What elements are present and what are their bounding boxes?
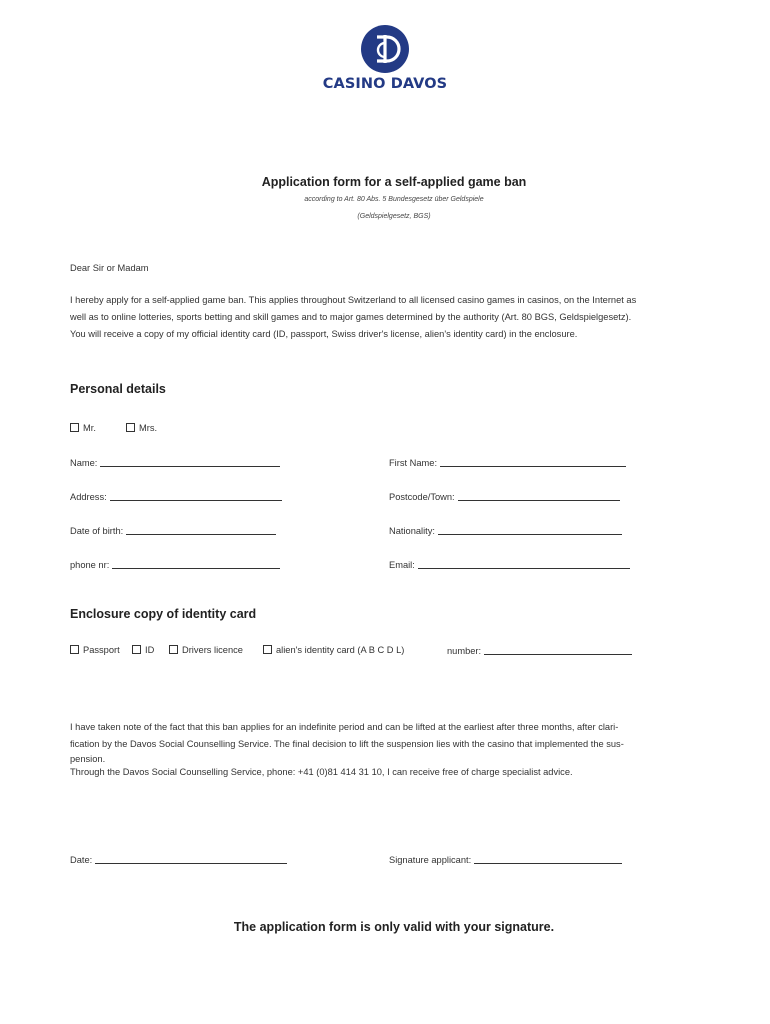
date-field[interactable] — [70, 854, 287, 865]
mr-checkbox[interactable] — [70, 423, 79, 432]
address-field[interactable] — [70, 491, 282, 502]
date-input-line[interactable] — [95, 854, 287, 864]
drivers-licence-label: Drivers licence — [182, 645, 243, 655]
name-field[interactable] — [70, 457, 280, 468]
dob-field[interactable] — [70, 525, 276, 536]
signature-label: Signature applicant: — [389, 855, 472, 865]
id-number-field[interactable] — [447, 645, 632, 656]
first-name-label: First Name: — [389, 458, 438, 468]
first-name-input-line[interactable] — [440, 457, 626, 467]
phone-input-line[interactable] — [112, 559, 280, 569]
salutation: Dear Sir or Madam — [70, 263, 149, 273]
email-input-line[interactable] — [418, 559, 630, 569]
dob-label: Date of birth: — [70, 526, 124, 536]
alien-id-label: alien's identity card (A B C D L) — [276, 645, 405, 655]
id-number-input-line[interactable] — [484, 645, 632, 655]
notice-line-2: fication by the Davos Social Counselling Service. The final decision to lift the suspension lies with the casino that implemented the sus- — [70, 739, 624, 749]
form-subtitle-law: according to Art. 80 Abs. 5 Bundesgesetz über Geldspiele — [304, 196, 484, 203]
name-input-line[interactable] — [100, 457, 280, 467]
name-label: Name: — [70, 458, 98, 468]
signature-input-line[interactable] — [474, 854, 622, 864]
email-field[interactable] — [389, 559, 630, 570]
phone-field[interactable] — [70, 559, 280, 570]
postcode-label: Postcode/Town: — [389, 492, 455, 502]
nationality-label: Nationality: — [389, 526, 435, 536]
first-name-field[interactable] — [389, 457, 626, 468]
date-label: Date: — [70, 855, 93, 865]
address-input-line[interactable] — [110, 491, 282, 501]
passport-label: Passport — [83, 645, 120, 655]
postcode-input-line[interactable] — [458, 491, 620, 501]
nationality-field[interactable] — [389, 525, 622, 536]
mrs-option[interactable] — [126, 423, 157, 433]
form-subtitle-abbrev: (Geldspielgesetz, BGS) — [357, 213, 431, 220]
mr-option[interactable] — [70, 423, 96, 433]
email-label: Email: — [389, 560, 415, 570]
mr-label: Mr. — [83, 423, 96, 433]
dob-input-line[interactable] — [126, 525, 276, 535]
passport-checkbox[interactable] — [70, 645, 79, 654]
mrs-checkbox[interactable] — [126, 423, 135, 432]
notice-line-4: Through the Davos Social Counselling Service, phone: +41 (0)81 414 31 10, I can receive free of charge specialist advice. — [70, 767, 573, 777]
signature-field[interactable] — [389, 854, 622, 865]
form-title: Application form for a self-applied game ban — [261, 175, 527, 189]
enclosure-heading: Enclosure copy of identity card — [70, 607, 257, 621]
id-checkbox[interactable] — [132, 645, 141, 654]
alien-id-option[interactable] — [263, 645, 404, 655]
drivers-licence-checkbox[interactable] — [169, 645, 178, 654]
postcode-field[interactable] — [389, 491, 620, 502]
id-option[interactable] — [132, 645, 154, 655]
id-number-label: number: — [447, 646, 482, 656]
casino-davos-monogram-icon — [360, 24, 410, 74]
validity-notice: The application form is only valid with your signature. — [233, 920, 555, 934]
intro-line-2: well as to online lotteries, sports betting and skill games and to major games determined by the authority (Art. 80 BGS, Geldspielgesetz). — [70, 312, 632, 322]
casino-logo — [300, 24, 470, 92]
notice-line-1: I have taken note of the fact that this ban applies for an indefinite period and can be lifted at the earliest after three months, after clari- — [70, 722, 619, 732]
alien-id-checkbox[interactable] — [263, 645, 272, 654]
drivers-licence-option[interactable] — [169, 645, 243, 655]
brand-name: CASINO DAVOS — [322, 76, 448, 92]
notice-line-3: pension. — [70, 754, 106, 764]
personal-details-heading: Personal details — [70, 382, 166, 396]
intro-paragraph — [70, 292, 730, 343]
mrs-label: Mrs. — [139, 423, 158, 433]
id-label: ID — [145, 645, 155, 655]
intro-line-1: I hereby apply for a self-applied game ban. This applies throughout Switzerland to all licensed casino games in casinos, on the Internet as — [70, 295, 637, 305]
phone-label: phone nr: — [70, 560, 110, 570]
notice-paragraph — [70, 719, 730, 779]
nationality-input-line[interactable] — [438, 525, 622, 535]
address-label: Address: — [70, 492, 107, 502]
intro-line-3: You will receive a copy of my official identity card (ID, passport, Swiss driver's license, alien's identity card) in the enclosure. — [70, 329, 578, 339]
passport-option[interactable] — [70, 645, 120, 655]
